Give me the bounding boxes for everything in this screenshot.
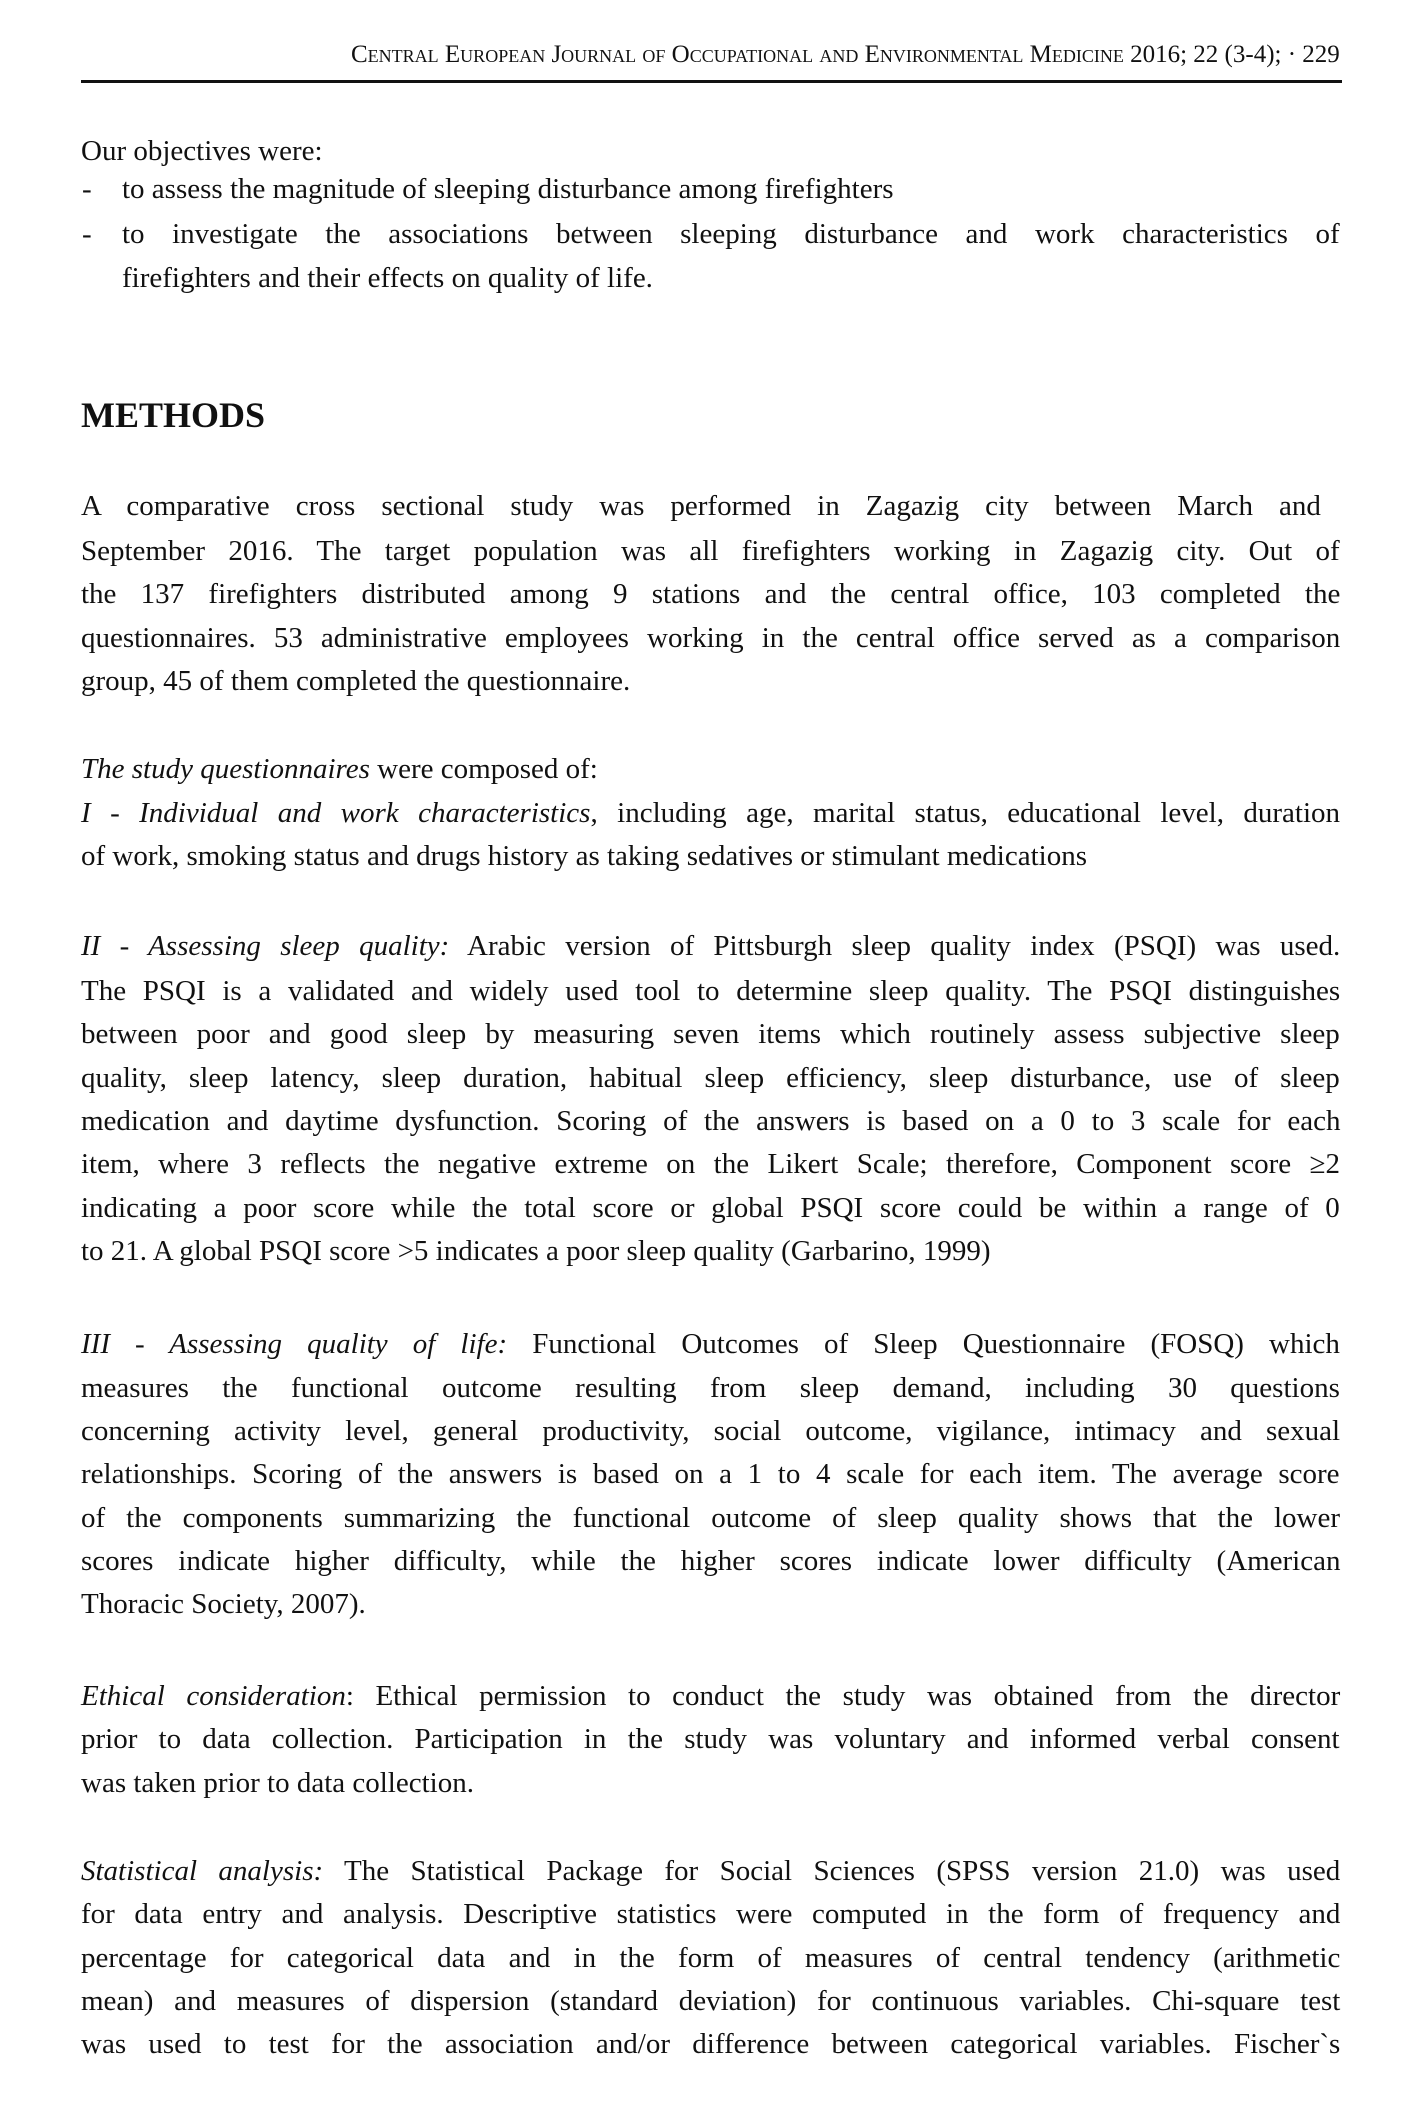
sleep-quality-line: to 21. A global PSQI score >5 indicates a poor sleep quality (Garbarino, 1999) [81, 1235, 991, 1267]
quality-of-life-line [81, 1322, 1340, 1366]
questionnaire-part1-line [81, 791, 1340, 835]
methods-para1-line: September 2016. The target population was all firefighters working in Zagazig city. Out of [81, 535, 1340, 567]
statistics-line: for data entry and analysis. Descriptive statistics were computed in the form of frequency and [81, 1898, 1341, 1930]
methods-para1-line: group, 45 of them completed the questionnaire. [81, 665, 631, 697]
ethics-label: Ethical consideration [81, 1680, 346, 1712]
quality-of-life-text: Functional Outcomes of Sleep Questionnaire (FOSQ) which [507, 1328, 1340, 1360]
objective-item-2-line-1: to investigate the associations between sleeping disturbance and work characteristics of [122, 218, 1340, 250]
questionnaires-lead [81, 747, 598, 791]
quality-of-life-line: measures the functional outcome resulting from sleep demand, including 30 questions [81, 1372, 1340, 1404]
statistics-line: mean) and measures of dispersion (standard deviation) for continuous variables. Chi-square test [81, 1985, 1341, 2017]
sleep-quality-line: indicating a poor score while the total score or global PSQI score could be within a range of 0 [81, 1192, 1340, 1224]
sleep-quality-text: Arabic version of Pittsburgh sleep quality index (PSQI) was used. [449, 930, 1341, 962]
questionnaires-lead-italic: The study questionnaires [81, 753, 370, 785]
statistics-line: was used to test for the association and/or difference between categorical variables. Fischer`s [81, 2028, 1341, 2060]
questionnaire-part1-line: of work, smoking status and drugs history as taking sedatives or stimulant medications [81, 840, 1088, 872]
ethics-line [81, 1674, 1340, 1718]
sleep-quality-label: II - Assessing sleep quality: [81, 930, 450, 962]
sleep-quality-line [81, 924, 1340, 968]
sleep-quality-line: between poor and good sleep by measuring seven items which routinely assess subjective sleep [81, 1018, 1340, 1050]
statistics-label: Statistical analysis: [81, 1855, 324, 1887]
quality-of-life-line: Thoracic Society, 2007). [81, 1588, 366, 1620]
methods-para1-line: the 137 firefighters distributed among 9 stations and the central office, 103 completed the [81, 578, 1341, 610]
sleep-quality-line: item, where 3 reflects the negative extreme on the Likert Scale; therefore, Component score ≥2 [81, 1148, 1340, 1180]
part1-text: , including age, marital status, educational level, duration [590, 797, 1341, 829]
statistics-text: The Statistical Package for Social Sciences (SPSS version 21.0) was used [323, 1855, 1341, 1887]
objectives-intro: Our objectives were: [81, 135, 323, 167]
quality-of-life-line: of the components summarizing the functional outcome of sleep quality shows that the lower [81, 1502, 1340, 1534]
header-rule [81, 80, 1342, 83]
part1-label-italic: I - Individual and work characteristics [81, 797, 591, 829]
statistics-line: percentage for categorical data and in the form of measures of central tendency (arithmetic [81, 1942, 1341, 1974]
running-head: Central European Journal of Occupational and Environmental Medicine 2016; 22 (3-4); · 229 [351, 41, 1340, 68]
questionnaires-lead-text: were composed of: [369, 753, 598, 785]
methods-para1-line: questionnaires. 53 administrative employees working in the central office served as a comparison [81, 622, 1341, 654]
ethics-line: prior to data collection. Participation in the study was voluntary and informed verbal consent [81, 1723, 1340, 1755]
sleep-quality-line: medication and daytime dysfunction. Scoring of the answers is based on a 0 to 3 scale for each [81, 1105, 1341, 1137]
quality-of-life-label: III - Assessing quality of life: [81, 1328, 508, 1360]
ethics-text: : Ethical permission to conduct the study was obtained from the director [345, 1680, 1341, 1712]
ethics-line: was taken prior to data collection. [81, 1767, 474, 1799]
objective-item-1: to assess the magnitude of sleeping disturbance among firefighters [122, 173, 894, 205]
quality-of-life-line: scores indicate higher difficulty, while the higher scores indicate lower difficulty (American [81, 1545, 1341, 1577]
objective-item-2-line-2: firefighters and their effects on quality of life. [122, 262, 653, 294]
sleep-quality-line: The PSQI is a validated and widely used tool to determine sleep quality. The PSQI distinguishes [81, 975, 1341, 1007]
quality-of-life-line: concerning activity level, general productivity, social outcome, vigilance, intimacy and sexual [81, 1415, 1341, 1447]
bullet-marker: - [82, 218, 92, 250]
methods-para1-line: A comparative cross sectional study was performed in Zagazig city between March and [81, 490, 1321, 522]
section-heading-methods: METHODS [81, 395, 266, 435]
bullet-marker: - [82, 173, 92, 205]
sleep-quality-line: quality, sleep latency, sleep duration, habitual sleep efficiency, sleep disturbance, use of sleep [81, 1062, 1340, 1094]
quality-of-life-line: relationships. Scoring of the answers is based on a 1 to 4 scale for each item. The average score [81, 1458, 1340, 1490]
statistics-line [81, 1849, 1340, 1893]
